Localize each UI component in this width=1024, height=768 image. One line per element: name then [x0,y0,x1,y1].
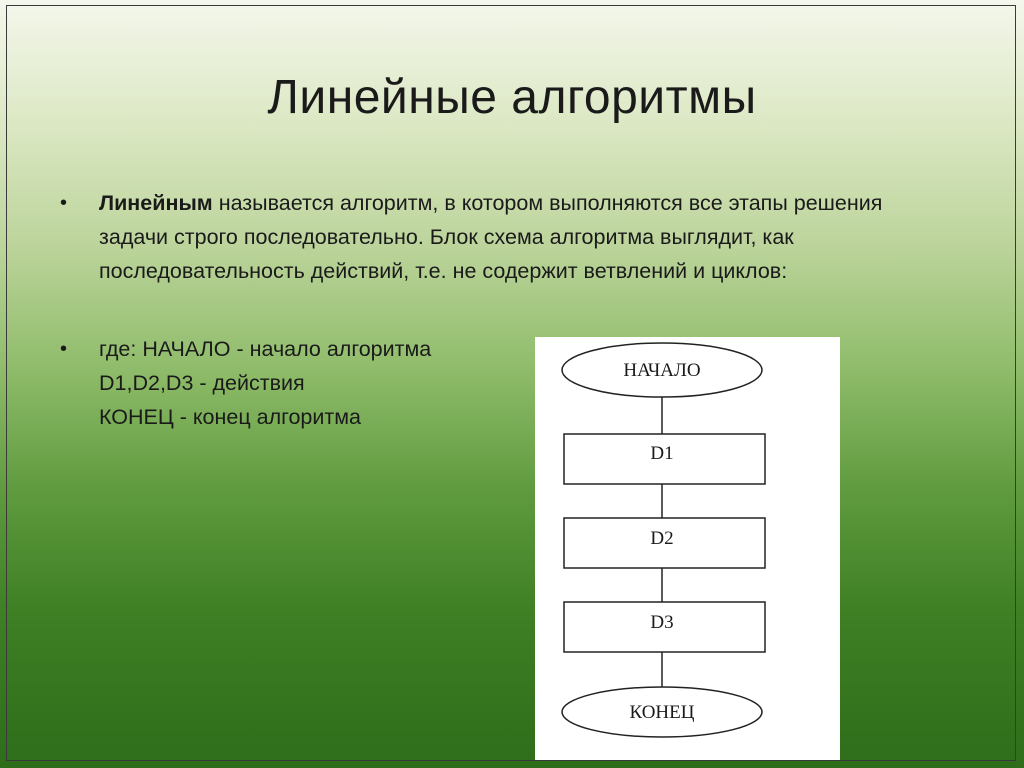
bullet-marker: • [60,338,68,360]
bullet-marker: • [60,192,68,214]
process-label-d1: D1 [650,443,674,464]
legend-line-end: КОНЕЦ - конец алгоритма [99,405,361,429]
process-label-d2: D2 [650,528,674,549]
slide-title: Линейные алгоритмы [267,71,757,124]
process-label-d3: D3 [650,612,674,633]
legend-text [99,332,559,434]
end-label: КОНЕЦ [629,702,695,723]
flowchart-svg [535,337,840,760]
definition-body: называется алгоритм, в котором выполняются все этапы решения задачи строго последовательно. Блок схема алгоритма выглядит, как последовательность действий, т.е. не содержит ветвлений и циклов: [99,191,883,283]
legend-line-actions: D1,D2,D3 - действия [99,371,305,395]
start-label: НАЧАЛО [623,360,701,381]
definition-term: Линейным [99,191,213,215]
legend-line-start: где: НАЧАЛО - начало алгоритма [99,337,432,361]
flowchart-diagram [535,337,840,760]
definition-text [99,186,949,288]
